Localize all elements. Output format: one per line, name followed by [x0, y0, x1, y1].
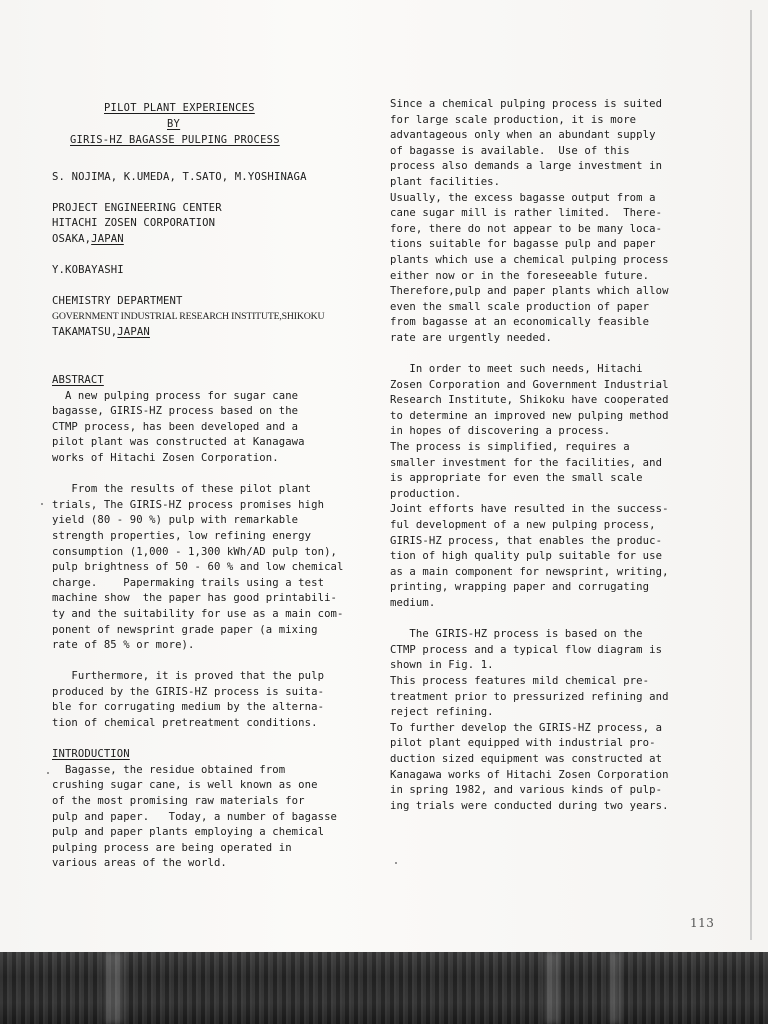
text-line: bagasse, GIRIS-HZ process based on the [52, 405, 299, 418]
title-line-2: BY [167, 118, 181, 130]
text-line: Since a chemical pulping process is suited [390, 98, 663, 110]
right-paragraph-3 [390, 627, 669, 814]
text-line: Kanagawa works of Hitachi Zosen Corporation [390, 768, 669, 781]
text-line: various areas of the world. [52, 857, 227, 870]
text-line: treatment prior to pressurized refining and [390, 690, 669, 703]
text-line: advantageous only when an abundant supply [390, 129, 656, 142]
text-line: plants which use a chemical pulping process [390, 253, 669, 266]
text-line: even the small scale production of paper [390, 300, 650, 313]
text-line: ponent of newsprint grade paper (a mixing [52, 623, 318, 636]
text-line: yield (80 - 90 %) pulp with remarkable [52, 514, 299, 527]
text-line: shown in Fig. 1. [390, 659, 494, 672]
text-line: This process features mild chemical pre- [390, 674, 650, 687]
text-line: fore, there do not appear to be many loca- [390, 222, 663, 235]
title-line-1: PILOT PLANT EXPERIENCES [104, 102, 255, 114]
text-line: smaller investment for the facilities, and [390, 456, 663, 469]
scan-speck [41, 503, 43, 505]
band-highlight [545, 952, 559, 1024]
text-line: works of Hitachi Zosen Corporation. [52, 451, 279, 464]
text-line: consumption (1,000 - 1,300 kWh/AD pulp ton), [52, 545, 338, 558]
text-line: to determine an improved new pulping method [390, 409, 669, 422]
text-line: strength properties, low refining energy [52, 529, 312, 542]
text-line: GIRIS-HZ process, that enables the produc- [390, 534, 663, 547]
abstract-heading: ABSTRACT [52, 374, 104, 386]
text-line: of the most promising raw materials for [52, 795, 305, 808]
text-line: cane sugar mill is rather limited. There- [390, 207, 663, 220]
text-line: Joint efforts have resulted in the success- [390, 503, 669, 516]
text-line: To further develop the GIRIS-HZ process, a [390, 721, 663, 734]
text-line: ty and the suitability for use as a main com- [52, 607, 344, 620]
text-line: duction sized equipment was constructed at [390, 752, 663, 765]
text-line: pulp and paper plants employing a chemical [52, 826, 325, 839]
abstract-paragraph-3 [52, 669, 344, 731]
text-line: plant facilities. [390, 175, 501, 188]
text-line: medium. [390, 597, 436, 609]
scan-speck [395, 862, 397, 864]
affiliation2-line1: CHEMISTRY DEPARTMENT [52, 295, 183, 307]
affiliation1-line3: OSAKA,JAPAN [52, 233, 124, 245]
text-line: Research Institute, Shikoku have cooperated [390, 394, 669, 407]
text-line: charge. Papermaking trails using a test [52, 576, 325, 589]
text-line: produced by the GIRIS-HZ process is suita- [52, 685, 325, 698]
text-line: either now or in the foreseeable future. [390, 269, 650, 282]
text-line: rate are urgently needed. [390, 331, 552, 344]
text-line: from bagasse at an economically feasible [390, 316, 650, 329]
affiliation2-line2: GOVERNMENT INDUSTRIAL RESEARCH INSTITUTE,SHIKOKU [52, 311, 325, 322]
text-line: production. [390, 487, 462, 500]
text-line: reject refining. [390, 706, 494, 719]
text-line: In order to meet such needs, Hitachi [390, 363, 643, 376]
text-line: From the results of these pilot plant [52, 483, 312, 496]
authors: S. NOJIMA, K.UMEDA, T.SATO, M.YOSHINAGA [52, 171, 307, 183]
affiliation2-line3: TAKAMATSU,JAPAN [52, 326, 150, 338]
page-number: 113 [690, 916, 715, 930]
text-line: pilot plant equipped with industrial pro- [390, 737, 656, 750]
author2: Y.KOBAYASHI [52, 264, 124, 276]
left-column [52, 373, 344, 872]
text-line: tion of chemical pretreatment conditions. [52, 717, 318, 730]
affiliation1-line1: PROJECT ENGINEERING CENTER [52, 202, 222, 214]
text-line: ful development of a new pulping process, [390, 519, 656, 532]
abstract-paragraph-1 [52, 389, 344, 467]
text-line: machine show the paper has good printabili- [52, 592, 338, 605]
text-line: in hopes of discovering a process. [390, 425, 611, 438]
scan-speck [47, 772, 49, 774]
text-line: CTMP process, has been developed and a [52, 420, 299, 433]
text-line: Usually, the excess bagasse output from a [390, 191, 656, 204]
text-line: pilot plant was constructed at Kanagawa [52, 436, 305, 449]
abstract-paragraph-2 [52, 482, 344, 654]
band-highlight [105, 952, 123, 1024]
right-column [390, 97, 669, 814]
text-line: for large scale production, it is more [390, 113, 637, 126]
scan-edge-line [750, 10, 752, 940]
text-line: of bagasse is available. Use of this [390, 144, 630, 157]
introduction-paragraph-1 [52, 763, 344, 872]
text-line: pulp and paper. Today, a number of bagasse [52, 810, 338, 823]
title-line-3: GIRIS-HZ BAGASSE PULPING PROCESS [70, 134, 280, 146]
text-line: tion of high quality pulp suitable for use [390, 550, 663, 563]
text-line: trials, The GIRIS-HZ process promises high [52, 498, 325, 511]
text-line: ble for corrugating medium by the alterna- [52, 701, 325, 714]
text-line: process also demands a large investment in [390, 160, 663, 173]
text-line: tions suitable for bagasse pulp and paper [390, 238, 656, 251]
right-paragraph-2 [390, 362, 669, 612]
introduction-heading: INTRODUCTION [52, 748, 130, 761]
text-line: pulping process are being operated in [52, 841, 292, 854]
text-line: Bagasse, the residue obtained from [52, 763, 286, 776]
text-line: The process is simplified, requires a [390, 441, 630, 454]
text-line: pulp brightness of 50 - 60 % and low chemical [52, 561, 344, 574]
text-line: rate of 85 % or more). [52, 639, 195, 652]
affiliation1-line2: HITACHI ZOSEN CORPORATION [52, 217, 216, 229]
text-line: A new pulping process for sugar cane [52, 389, 299, 402]
text-line: Zosen Corporation and Government Industrial [390, 378, 669, 391]
text-line: is appropriate for even the small scale [390, 472, 643, 485]
band-highlight [610, 952, 620, 1024]
text-line: Therefore,pulp and paper plants which allow [390, 285, 669, 298]
right-paragraph-1 [390, 97, 669, 347]
text-line: ing trials were conducted during two years. [390, 799, 669, 812]
text-line: printing, wrapping paper and corrugating [390, 581, 650, 594]
text-line: in spring 1982, and various kinds of pulp- [390, 784, 663, 797]
text-line: as a main component for newsprint, writing, [390, 565, 669, 578]
text-line: Furthermore, it is proved that the pulp [52, 670, 325, 683]
text-line: CTMP process and a typical flow diagram is [390, 643, 663, 656]
text-line: The GIRIS-HZ process is based on the [390, 628, 643, 641]
text-line: crushing sugar cane, is well known as one [52, 779, 318, 792]
